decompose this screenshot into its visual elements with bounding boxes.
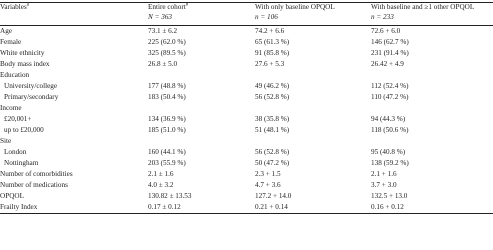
table-row [0, 26, 493, 38]
row-value-col3: 231 (91.4 %) [371, 49, 409, 57]
row-value-col3: 26.42 + 4.9 [371, 60, 404, 68]
row-value-col2: 91 (85.8 %) [255, 49, 290, 57]
row-value-col1 [148, 136, 255, 147]
header-entire-cohort-n: N = 363 [148, 12, 173, 21]
row-value-col3: 118 (50.6 %) [371, 126, 409, 134]
header-entire-cohort [148, 3, 255, 26]
row-value-col2: 74.2 + 6.6 [255, 27, 285, 35]
row-label: OPQOL [0, 192, 24, 200]
table-row [0, 169, 493, 180]
table-row [0, 136, 493, 147]
row-value-col3: 2.1 + 1.6 [371, 170, 397, 178]
row-value-col2: 56 (52.8 %) [255, 93, 290, 101]
table-row [0, 158, 493, 169]
row-value-col2: 49 (46.2 %) [255, 82, 290, 90]
table-row [0, 48, 493, 59]
row-label: White ethnicity [0, 49, 45, 57]
row-label: London [4, 148, 27, 156]
row-label: University/college [4, 82, 58, 90]
row-value-col3: 94 (44.3 %) [371, 115, 406, 123]
row-value-col1: 203 (55.9 %) [148, 159, 186, 167]
row-value-col2: 51 (48.1 %) [255, 126, 290, 134]
row-value-col1: 325 (89.5 %) [148, 49, 186, 57]
row-value-col2 [255, 70, 371, 81]
table-row [0, 180, 493, 191]
row-value-col2: 56 (52.8 %) [255, 148, 290, 156]
row-value-col1: 183 (50.4 %) [148, 93, 186, 101]
row-value-col1 [148, 70, 255, 81]
row-value-col3 [371, 103, 493, 114]
cohort-characteristics-table [0, 2, 493, 214]
header-variables-text: Variables [0, 3, 27, 11]
row-label: Frailty Index [0, 202, 148, 214]
row-value-col2: 127.2 + 14.0 [255, 192, 292, 200]
row-value-col3: 110 (47.2 %) [371, 93, 409, 101]
row-value-col2 [255, 103, 371, 114]
header-entire-cohort-title: Entire cohort [148, 3, 186, 11]
row-label: Primary/secondary [4, 93, 59, 101]
row-value-col2: 50 (47.2 %) [255, 159, 290, 167]
row-value-col1: 134 (36.9 %) [148, 115, 186, 123]
table-row [0, 147, 493, 158]
table-row [0, 81, 493, 92]
row-label: Education [0, 71, 30, 79]
row-value-col3: 132.5 + 13.0 [371, 192, 408, 200]
header-variables [0, 3, 148, 26]
table-row [0, 125, 493, 136]
row-value-col3: 3.7 + 3.0 [371, 181, 397, 189]
row-value-col1: 160 (44.1 %) [148, 148, 186, 156]
row-value-col2: 4.7 + 3.6 [255, 181, 281, 189]
table-row [0, 59, 493, 70]
row-value-col3: 138 (59.2 %) [371, 159, 409, 167]
row-value-col3 [371, 70, 493, 81]
header-baseline-only [255, 3, 371, 26]
table-row [0, 37, 493, 48]
table-row [0, 103, 493, 114]
row-value-col2 [255, 136, 371, 147]
table-header-row [0, 3, 493, 26]
header-baseline-and-other [371, 3, 493, 26]
table-row [0, 191, 493, 202]
row-value-col1: 185 (51.0 %) [148, 126, 186, 134]
row-label: Body mass index [0, 60, 50, 68]
row-value-col2: 27.6 + 5.3 [255, 60, 285, 68]
row-label: Age [0, 27, 12, 35]
header-baseline-only-title: With only baseline OPQOL [255, 3, 335, 11]
row-label: up to £20,000 [4, 126, 44, 134]
row-value-col2: 2.3 + 1.5 [255, 170, 281, 178]
header-baseline-only-n: n = 106 [255, 12, 278, 21]
row-value-col1: 130.82 ± 13.53 [148, 192, 192, 200]
row-value-col3: 112 (52.4 %) [371, 82, 409, 90]
row-label: Site [0, 137, 12, 145]
row-value-col1: 26.8 ± 5.0 [148, 60, 178, 68]
row-value-col3: 0.16 + 0.12 [371, 202, 493, 214]
row-value-col2: 65 (61.3 %) [255, 38, 290, 46]
row-label: £20,001+ [4, 115, 32, 123]
row-value-col1: 225 (62.0 %) [148, 38, 186, 46]
table-row [0, 114, 493, 125]
row-label: Female [0, 38, 22, 46]
row-label: Income [0, 104, 22, 112]
row-value-col3 [371, 136, 493, 147]
row-value-col1: 2.1 ± 1.6 [148, 170, 174, 178]
row-value-col3: 72.6 + 6.0 [371, 27, 401, 35]
row-value-col2: 0.21 + 0.14 [255, 202, 371, 214]
row-value-col2: 38 (35.8 %) [255, 115, 290, 123]
header-baseline-and-other-title: With baseline and ≥1 other OPQOL [371, 3, 475, 11]
table-row [0, 70, 493, 81]
row-value-col1: 0.17 ± 0.12 [148, 202, 255, 214]
row-value-col1: 73.1 ± 6.2 [148, 27, 178, 35]
row-value-col1 [148, 103, 255, 114]
table-row [0, 202, 493, 214]
header-baseline-and-other-n: n = 233 [371, 12, 394, 21]
row-label: Nottingham [4, 159, 39, 167]
row-value-col1: 177 (48.8 %) [148, 82, 186, 90]
header-entire-cohort-footnote: b [185, 2, 189, 8]
row-label: Number of comorbidities [0, 170, 73, 178]
row-value-col1: 4.0 ± 3.2 [148, 181, 174, 189]
row-value-col3: 146 (62.7 %) [371, 38, 409, 46]
row-value-col3: 95 (40.8 %) [371, 148, 406, 156]
table-row [0, 92, 493, 103]
row-label: Number of medications [0, 181, 68, 189]
header-variables-footnote: a [26, 2, 29, 8]
